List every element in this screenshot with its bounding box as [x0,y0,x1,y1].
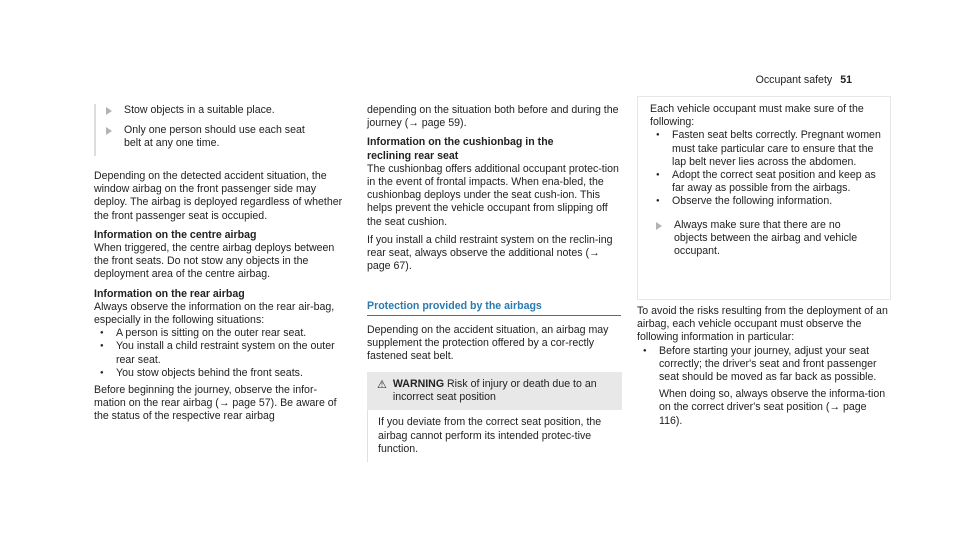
warning-box [367,372,622,462]
tip-box [94,104,346,156]
warning-title: Risk of injury or death due to an incorrect seat position [392,378,597,404]
list-item: ● Fasten seat belts correctly. Pregnant women must take particular care to ensure that the lap belt never lies across the abdomen. [650,129,882,169]
warning-header [367,372,622,410]
paragraph: When triggered, the centre airbag deploys between the front seats. Do not stow any objects in the deployment area of the centre airbag. [94,242,335,281]
bullet-list [94,327,346,380]
paragraph: depending on the situation both before and during the journey (→ page 59). [367,104,619,130]
bullet-list [650,129,882,208]
page-number: 51 [840,74,852,86]
warning-text: If you deviate from the correct seat position, the airbag cannot perform its intended protec-tive function. [378,416,602,455]
warning-label: WARNING [392,378,445,390]
info-box [637,96,891,300]
arrow-icon [656,222,662,230]
page-header [756,74,852,86]
paragraph: Depending on the accident situation, an airbag may supplement the protection offered by a cor-rectly fastened seat belt. [367,324,609,363]
heading: Information on the rear airbag [94,287,245,300]
bullet-list [637,345,891,385]
warning-body [367,410,622,462]
heading: Information on the centre airbag [94,228,257,241]
paragraph: The cushionbag offers additional occupant protec-tion in the event of frontal impacts. When ena-bled, the cushionbag deploys under the seat cush-ion. This helps prevent the vehicle occupant from slipping off the seat cushion. [367,162,619,228]
tip-text: Always make sure that there are no objects between the airbag and vehicle occupant. [674,218,858,258]
paragraph: If you install a child restraint system on the reclin-ing rear seat, always observe the additional notes (→ page 67). [367,233,613,273]
tip-item [96,124,346,150]
tip-text: Stow objects in a suitable place. [124,104,275,116]
list-item: ● Observe the following information. [650,195,882,208]
list-item: ● Before starting your journey, adjust your seat correctly; the driver's seat and front passenger seat should be moved as far back as possible. [637,345,891,385]
list-item: ● You stow objects behind the front seats. [94,367,346,380]
arrow-icon [106,107,112,115]
paragraph: When doing so, always observe the informa-tion on the correct driver's seat position (→ page 116). [659,388,886,427]
box-intro: Each vehicle occupant must make sure of the following: [650,103,864,129]
tip-text: Only one person should use each seat belt at any one time. [124,124,305,150]
heading: Information on the cushionbag in the reclining rear seat [367,136,554,162]
column-3 [637,305,891,428]
paragraph: Always observe the information on the rear air-bag, especially in the following situations: [94,300,335,327]
paragraph: Depending on the detected accident situation, the window airbag on the front passenger side may deploy. The airbag is deployed regardless of whether the front passenger seat is occupied. [94,170,343,222]
list-item: ● Adopt the correct seat position and keep as far away as possible from the airbags. [650,169,882,195]
section-title: Occupant safety [755,74,833,86]
list-item: ● You install a child restraint system on the outer rear seat. [94,340,346,366]
paragraph: Before beginning the journey, observe the infor-mation on the rear airbag (→ page 57). Be aware of the status of the respective rear airbag [94,384,337,423]
paragraph: To avoid the risks resulting from the deployment of an airbag, each vehicle occupant must observe the following information in particular: [637,305,888,344]
warning-icon: ⚠ [377,379,387,391]
column-1 [94,170,346,424]
arrow-icon [106,127,112,135]
column-2-lower [367,324,623,364]
tip-item [650,219,882,259]
column-2 [367,104,623,273]
section-heading: Protection provided by the airbags [367,300,621,316]
tip-item [96,104,346,117]
list-item: ● A person is sitting on the outer rear seat. [94,327,346,340]
